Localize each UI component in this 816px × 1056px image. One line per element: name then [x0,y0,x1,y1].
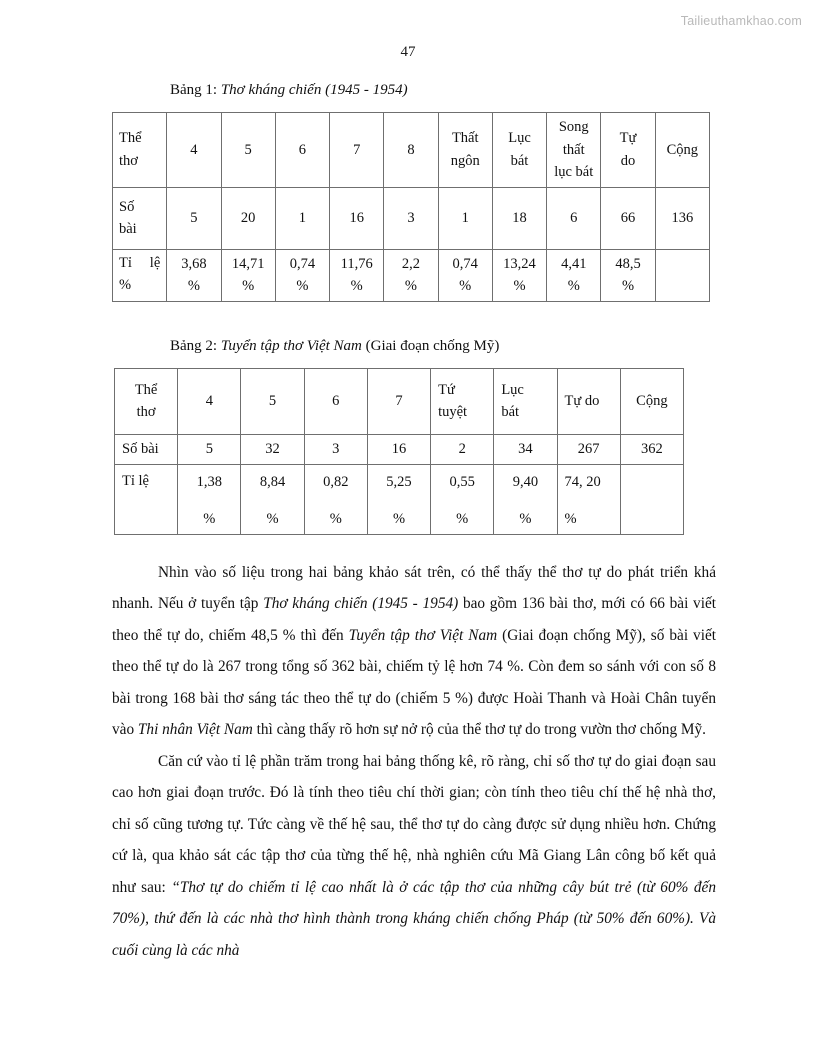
spacer [112,302,712,336]
table-2-rate-cell [620,464,683,534]
rate-value: 0,82 [323,473,349,490]
italic-run: Thi nhân Việt Nam [137,721,253,739]
table-1-caption [112,80,712,100]
table-2-row-label-count: Số bài [115,434,178,464]
label-line-2: thơ [136,404,156,421]
table-1-count-cell: 6 [547,187,601,249]
rate-value: 4,41 [561,255,587,272]
table-2-count-cell: 34 [494,434,557,464]
table-1-count-cell: 18 [492,187,546,249]
table-1 [112,112,710,301]
table-2-count-cell: 5 [178,434,241,464]
table-2-rate-row [115,464,684,534]
table-2-count-row [115,434,684,464]
rate-value: 74, 20 [564,473,601,490]
table-1-header-cell [655,113,709,187]
header-line-2: bát [501,404,520,421]
rate-value: 5,25 [386,473,412,490]
table-1-count-cell: 5 [167,187,221,249]
percent-sign: % [621,278,635,295]
header-line-2: Tự do [564,393,600,410]
table-1-rate-cell [601,249,655,301]
header-line-2: do [620,152,636,169]
rate-value: 48,5 [615,255,641,272]
table-2-count-cell: 362 [620,434,683,464]
table-1-count-cell: 16 [330,187,384,249]
table-2-rate-cell [431,464,494,534]
table-2-caption-suffix: (Giai đoạn chống Mỹ) [361,337,500,354]
table-2-count-cell: 32 [241,434,304,464]
header-line-2: 4 [205,393,213,410]
table-1-count-row [113,187,710,249]
table-2-rate-cell [367,464,430,534]
table-1-rate-cell [492,249,546,301]
table-1-caption-title: Thơ kháng chiến (1945 - 1954) [220,82,408,98]
table-1-row-label-count [113,187,167,249]
paragraph-2-runs [112,753,716,959]
table-2-row-label-header [115,368,178,434]
table-2-header-cell [494,368,557,434]
table-1-row-label-rate [113,249,167,301]
rate-value: 11,76 [340,255,373,272]
table-1-header-cell [275,113,329,187]
table-1-rate-cell [221,249,275,301]
table-2-header-cell [557,368,620,434]
percent-sign: % [404,278,417,295]
label-le: lệ [149,255,161,272]
percent-sign: % [392,511,406,528]
percent-sign: % [242,278,255,295]
table-1-header-cell [221,113,275,187]
label-line-2: % [119,277,132,294]
label-line-2: thơ [119,152,138,169]
header-line-1: Thất [451,130,479,147]
table-2-count-cell: 2 [431,434,494,464]
table-1-header-cell [438,113,492,187]
paragraph-2 [112,746,716,967]
label-ti: Tỉ [119,255,132,272]
table-1-count-cell: 1 [438,187,492,249]
table-1-rate-cell [167,249,221,301]
table-2-header-cell [431,368,494,434]
table-2-header-cell [304,368,367,434]
table-2-rate-cell [304,464,367,534]
table-2-header-cell [178,368,241,434]
header-line-2: 6 [298,141,307,158]
header-line-2: 7 [353,141,361,158]
rate-value: 9,40 [512,473,539,490]
table-1-rate-cell [384,249,438,301]
italic-run: “Thơ tự do chiếm tỉ lệ cao nhất là ở các tập thơ của những cây bút trẻ (từ 60% đến 70%), thứ đến là các nhà thơ hình thành trong kháng chiến chống Pháp (từ 50% đến 60%). Và cuối cùng là các nhà [112,878,716,959]
table-2-header-cell [620,368,683,434]
rate-value: 1,38 [196,473,223,490]
header-line-2: 6 [332,393,340,410]
header-line-2: 5 [244,141,252,158]
table-1-count-cell: 136 [655,187,709,249]
header-line-1: Cộng [636,393,668,410]
rate-value: 8,84 [259,473,286,490]
table-2-rate-cell [241,464,304,534]
paragraph-1-runs [112,564,716,739]
percent-sign: % [564,511,577,528]
table-1-count-cell: 1 [275,187,329,249]
text-run: thì càng thấy rõ hơn sự nở rộ của thể thơ tự do trong vườn thơ chống Mỹ. [252,721,706,739]
table-1-rate-cell [330,249,384,301]
italic-run: Tuyển tập thơ Việt Nam [348,626,498,644]
header-line-1: Lục [501,381,524,398]
header-line-1: Cộng [666,141,699,158]
header-line-2: tuyệt [438,404,468,421]
table-1-rate-cell [438,249,492,301]
rate-value: 3,68 [181,255,207,272]
percent-sign: % [266,511,279,528]
percent-sign: % [513,278,526,295]
table-2-caption-prefix: Bảng 2: [170,337,221,354]
table-1-rate-row [113,249,710,301]
percent-sign: % [519,511,532,528]
table-2-header-row [115,368,684,434]
table-1-header-cell [330,113,384,187]
header-line-2: 7 [395,393,403,410]
header-line-2: 8 [407,141,415,158]
table-2-caption-title: Tuyển tập thơ Việt Nam [220,337,362,354]
table-2-rate-cell [178,464,241,534]
label-line-2: bài [119,221,137,238]
table-1-header-cell [167,113,221,187]
text-run: bao gồm 136 bài thơ, mới có 66 bài viết theo thể tự do, chiếm 48,5 % thì đến [112,595,716,644]
percent-sign: % [203,511,216,528]
header-line-1: Lục [508,130,531,147]
table-1-header-cell [384,113,438,187]
label-line-1: Thể [134,381,158,398]
table-1-caption-prefix: Bảng 1: [170,82,221,98]
rate-value: 0,55 [449,473,475,490]
percent-sign: % [459,278,472,295]
table-1-count-cell: 20 [221,187,275,249]
table-1-count-cell: 66 [601,187,655,249]
table-2-count-cell: 3 [304,434,367,464]
header-line-2: 4 [190,141,198,158]
header-line-1: Tứ [438,381,455,398]
header-line-2: ngôn [450,152,480,169]
percent-sign: % [187,278,200,295]
table-2-header-cell [241,368,304,434]
percent-sign: % [567,278,580,295]
percent-sign: % [456,511,469,528]
label-line-1: Thể [119,130,142,147]
text-run: Nhìn vào số liệu trong hai bảng khảo sát trên, có thể thấy thể thơ tự do phát triển khá nhanh. Nếu ở tuyển tập [112,563,716,613]
percent-sign: % [350,278,363,295]
rate-value: 14,71 [231,255,265,272]
header-line-2: 5 [268,393,277,410]
rate-value: 0,74 [452,255,478,272]
table-1-header-row [113,113,710,187]
watermark: Tailieuthamkhao.com [680,14,802,28]
percent-sign: % [296,278,309,295]
rate-value: 0,74 [289,255,316,272]
text-run: Căn cứ vào tỉ lệ phần trăm trong hai bảng thống kê, rõ ràng, chỉ số thơ tự do giai đoạn sau cao hơn giai đoạn trước. Đó là tính theo tiêu chí thời gian; còn tính theo tiêu chí thế hệ nhà thơ, chỉ số cũng tương tự. Tức càng về thế hệ sau, thể thơ tự do càng được sử dụng nhiều hơn. Chứng cứ là, qua khảo sát các tập thơ của từng thế hệ, nhà nghiên cứu Mã Giang Lân công bố kết quả như sau: [112,752,716,896]
header-line-1: Song thất [558,119,589,158]
table-2 [114,368,684,535]
label-line-1 [119,253,164,274]
body-text [112,557,716,967]
page-content [112,80,716,966]
table-1-header-cell [601,113,655,187]
text-run: (Giai đoạn chống Mỹ), số bài viết theo thể tự do là 267 trong tổng số 362 bài, chiếm tỷ lệ hơn 74 %. Còn đem so sánh với con số 8 bài trong 168 bài thơ sáng tác theo thể tự do (chiếm 5 %) được Hoài Thanh và Hoài Chân tuyển vào [112,626,716,739]
header-line-2: lục bát [554,164,594,181]
table-2-rate-cell [557,464,620,534]
italic-run: Thơ kháng chiến (1945 - 1954) [263,595,459,613]
label-line-1: Số [119,198,135,215]
page-number: 47 [400,44,416,60]
table-1-header-cell [547,113,601,187]
table-2-count-cell: 16 [367,434,430,464]
table-1-header-cell [492,113,546,187]
table-1-rate-cell [275,249,329,301]
paragraph-1 [112,557,716,746]
table-1-count-cell: 3 [384,187,438,249]
table-2-header-cell [367,368,430,434]
table-2-row-label-rate: Tỉ lệ [115,464,178,534]
header-line-2: bát [510,152,529,169]
percent-sign: % [329,511,342,528]
table-1-row-label-header [113,113,167,187]
table-2-caption [112,336,712,356]
table-1-rate-cell [655,249,709,301]
rate-value: 2,2 [401,255,421,272]
rate-value: 13,24 [503,255,536,272]
table-2-count-cell: 267 [557,434,620,464]
header-line-1: Tự [619,130,637,147]
table-2-rate-cell [494,464,557,534]
table-1-rate-cell [547,249,601,301]
